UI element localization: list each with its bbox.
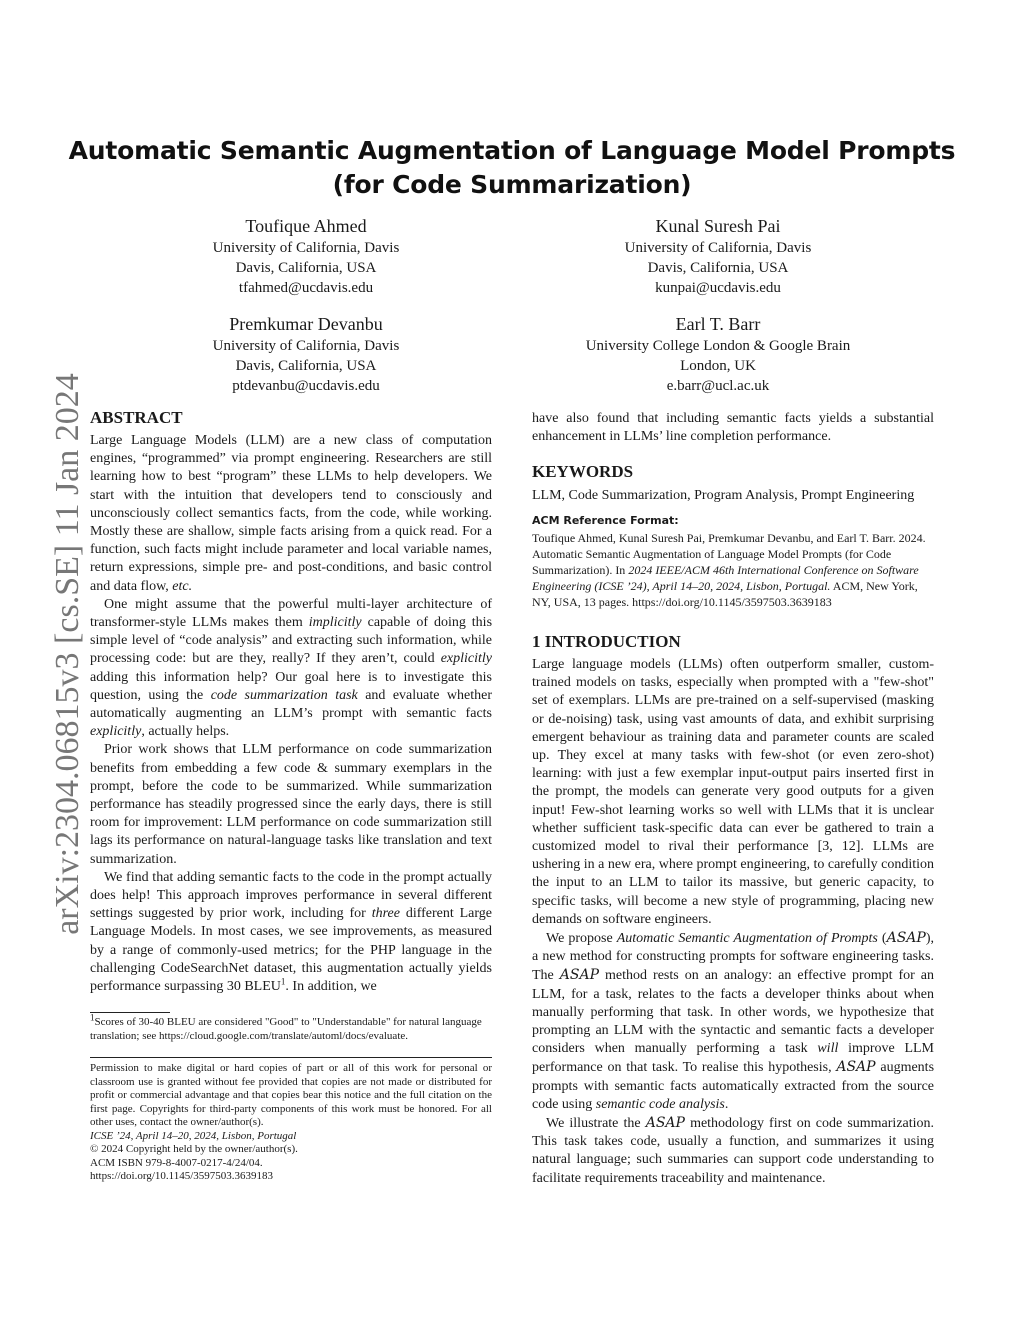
author-block-2 — [568, 214, 868, 298]
intro-paragraph-3: We illustrate the ASAP methodology first on code summarization. This task takes code, usually a function, and summarizes it using natural language; such summaries can support code understanding to facilitate requirements traceability and maintenance. — [532, 1115, 935, 1186]
acm-reference-heading: ACM Reference Format: — [532, 514, 679, 527]
footnote: $^1$Scores of 30-40 BLEU are considered "Good" to "Understandable" for natural language translation; see https://cloud.google.com/translate/automl/docs/evaluate. — [90, 1012, 482, 1042]
intro-paragraph-1: Large language models (LLMs) often outperform smaller, custom-trained models on tasks, especially when prompted with a "few-shot" set of exemplars. LLMs are pre-trained on a self-supervised (masking or de-noising) task, using vast amounts of data, and exhibit surprising emergent behaviour as training data and parameter counts are scaled up. They excel at many tasks with few-shot (or even zero-shot) learning: with just a few exemplar input-output pairs inserted first in the prompt, the models can generate very good outputs for a given input! Few-shot learning works so well with LLMs that it is unclear whether sufficient task-specific data can ever be gathered to train a customized model to rival their performance [3, 12]. LLMs are ushering in a new era, where prompt engineering, to carefully condition the input to an LLM to tailor its massive, but generic capacity, to specific tasks, will become a new style of programming, placing new demands on software engineers. — [532, 657, 934, 927]
author-affiliation: University of California, Davis — [212, 240, 400, 256]
abstract-paragraph-4: We find that adding semantic facts to the code in the prompt actually does help! This approach improves performance in several different settings suggested by prior work, including for three different Large Language Models. In most cases, we see improvements, as measured by a range of commonly-used metrics; for the PHP language in the challenging CodeSearchNet dataset, this augmentation actually yields performance surpassing 30 BLEU$^1$. In addition, we — [90, 869, 492, 995]
abstract-body — [90, 432, 492, 996]
author-email[interactable]: ptdevanbu@ucdavis.edu — [232, 378, 380, 394]
isbn: ACM ISBN 979-8-4007-0217-4/24/04. — [90, 1156, 263, 1169]
acm-reference-text: Toufique Ahmed, Kunal Suresh Pai, Premkumar Devanbu, and Earl T. Barr. 2024. Automatic Semantic Augmentation of Language Model Prompts (for Code Summarization). In 2024 IEEE/ACM 46th International Conference on Software Engineering (ICSE ’24), April 14–20, 2024, Lisbon, Portugal. ACM, New York, NY, USA, 13 pages. https://doi.org/10.1145/3597503.3639183 — [532, 531, 926, 609]
author-block-3 — [156, 312, 456, 396]
author-location: Davis, California, USA — [647, 260, 789, 276]
venue: ICSE ’24, April 14–20, 2024, Lisbon, Portugal — [90, 1129, 297, 1142]
introduction-heading: 1 INTRODUCTION — [532, 632, 681, 651]
author-email[interactable]: tfahmed@ucdavis.edu — [238, 280, 374, 296]
abstract-paragraph-3: Prior work shows that LLM performance on code summarization benefits from embedding a few code & summary exemplars in the prompt, before the code to be summarized. While summarization performance has steadily progressed since the early days, there is still room for improvement: LLM performance on code summarization still lags its performance on natural-language tasks like translation and text summarization. — [90, 742, 492, 867]
author-email[interactable]: kunpai@ucdavis.edu — [655, 280, 781, 296]
author-name: Earl T. Barr — [675, 314, 761, 334]
keywords-heading: KEYWORDS — [532, 462, 634, 481]
title-line-1: Automatic Semantic Augmentation of Language Model Prompts — [68, 136, 956, 165]
author-affiliation: University of California, Davis — [212, 338, 400, 354]
abstract-heading: ABSTRACT — [90, 408, 183, 427]
author-email[interactable]: e.barr@ucl.ac.uk — [666, 378, 770, 394]
abstract-continuation: have also found that including semantic facts yields a substantial enhancement in LLMs’ line completion performance. — [532, 411, 934, 445]
author-location: Davis, California, USA — [235, 260, 377, 276]
keywords-text: LLM, Code Summarization, Program Analysis, Prompt Engineering — [532, 488, 915, 503]
introduction-body — [532, 656, 934, 1188]
author-block-4 — [548, 312, 888, 396]
abstract-paragraph-2: One might assume that the powerful multi-layer architecture of transformer-style LLMs makes them implicitly capable of doing this simple level of “code analysis” and extracting such information, while processing code: but are they, really? If they aren’t, could explicitly adding this information help? Our goal here is to investigate this question, using the code summarization task and evaluate whether automatically augmenting an LLM’s prompt with semantic facts explicitly, actually helps. — [90, 596, 493, 740]
intro-paragraph-2: We propose Automatic Semantic Augmentation of Prompts (ASAP), a new method for constructing prompts for software engineering tasks. The ASAP method rests on an analogy: an effective prompt for an LLM, for a task, relates to the facts a developer thinks about when manually performing that task. In other words, we hypothesize that prompting an LLM with the syntactic and semantic facts a developer considers when manually performing a task will improve LLM performance on that task. To realise this hypothesis, ASAP augments prompts with semantic facts automatically extracted from the source code using semantic code analysis. — [532, 930, 935, 1112]
footnote-rule — [90, 1012, 170, 1013]
author-name: Toufique Ahmed — [245, 216, 367, 236]
author-location: London, UK — [680, 358, 756, 374]
abstract-paragraph-1: Large Language Models (LLM) are a new class of computation engines, “programmed” via prompt engineering. Researchers are still learning how to best “program” these LLMs to help developers. We start with the intuition that developers tend to consciously and unconsciously collect semantics facts, from the code, while working. Mostly these are shallow, simple facts arising from a quick read. For a function, such facts might include parameter and local variable names, return expressions, simple pre- and post-conditions, and basic control and data flow, etc. — [90, 433, 492, 594]
author-location: Davis, California, USA — [235, 358, 377, 374]
author-name: Kunal Suresh Pai — [655, 216, 781, 236]
paper-title — [60, 134, 964, 202]
title-line-2: (for Code Summarization) — [332, 170, 692, 199]
author-affiliation: University of California, Davis — [624, 240, 812, 256]
author-block-1 — [156, 214, 456, 298]
permission-block — [90, 1062, 492, 1184]
permission-rule — [90, 1057, 492, 1058]
copyright: © 2024 Copyright held by the owner/author(s). — [90, 1143, 298, 1155]
permission-text: Permission to make digital or hard copies of part or all of this work for personal or classroom use is granted without fee provided that copies are not made or distributed for profit or commercial advantage and that copies bear this notice and the full citation on the first page. Copyrights for third-party components of this work must be honored. For all other uses, contact the owner/author(s). — [90, 1062, 492, 1128]
doi-link[interactable]: https://doi.org/10.1145/3597503.3639183 — [90, 1170, 274, 1182]
arxiv-identifier: arXiv:2304.06815v3 [cs.SE] 11 Jan 2024 — [49, 373, 86, 935]
author-name: Premkumar Devanbu — [229, 314, 383, 334]
author-affiliation: University College London & Google Brain — [585, 338, 851, 354]
